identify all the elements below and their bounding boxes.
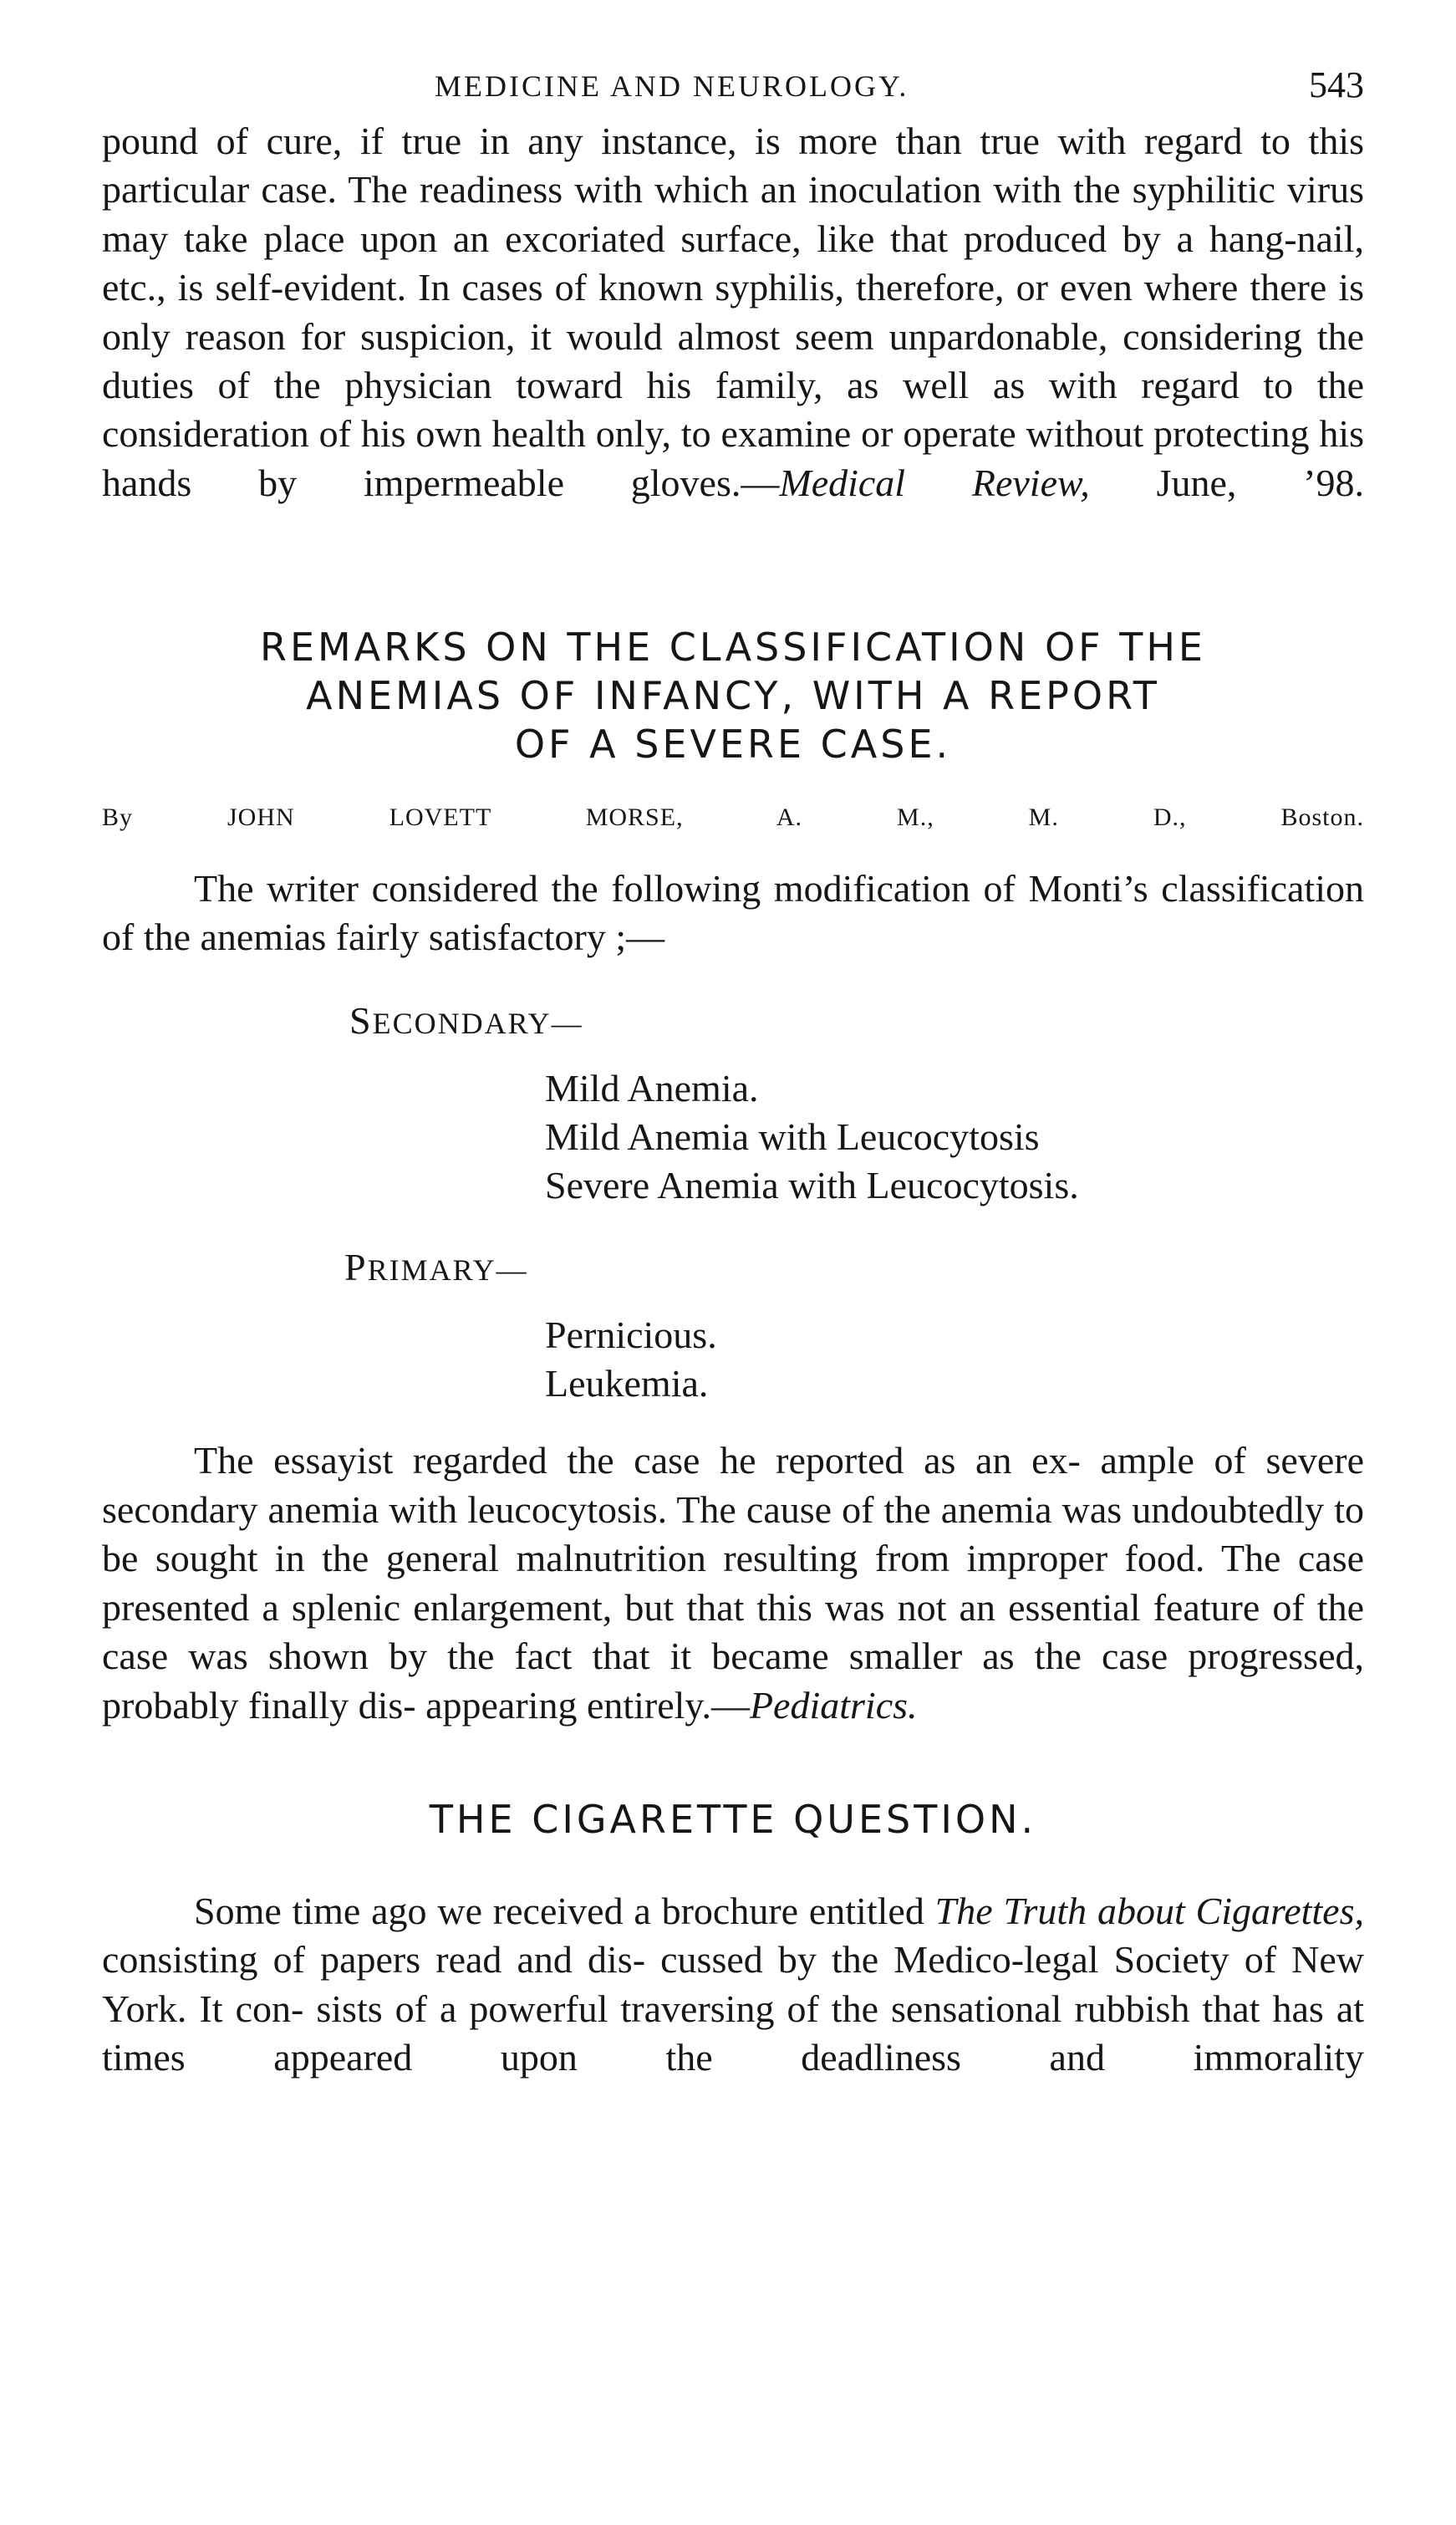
text-line: pound of cure, if true in any instance, is more than true with [102,120,1127,162]
text-line: regard to this particular case. The readiness with which an [102,120,1365,212]
book-title: The [934,1889,993,1932]
body-paragraph-cigarette [102,1887,1364,2083]
text-line: became smaller as the case progressed, probably finally dis- [102,1635,1364,1727]
text-line: has at times appeared upon the deadliness and immorality [102,1987,1365,2079]
text-line: general malnutrition resulting from improper food. The [385,1537,1281,1580]
page-number: 543 [1309,64,1364,105]
text-line: sists of a powerful traversing of the sensational rubbish that [316,1987,1260,2030]
heading-line: REMARKS ON THE CLASSIFICATION OF THE [260,625,1206,671]
opening-paragraph [102,117,1364,508]
text-line: The writer considered the following modification of [194,866,1016,910]
source-citation: Pediatrics. [749,1683,918,1727]
classification-label-primary: PRIMARY— [344,1246,528,1289]
classification-items [545,1064,1364,1210]
heading-line: ANEMIAS OF INFANCY, WITH A REPORT [306,673,1160,719]
running-head [102,59,1364,117]
text-line: Some time ago we received a brochure entitled [194,1889,935,1932]
byline: By JOHN LOVETT MORSE, A. M., M. D., Boston. [102,803,1364,832]
text-line: own health only, to examine or operate without protecting [415,412,1310,456]
text-line: The essayist regarded the case he reported as an ex- [194,1439,1081,1482]
classification-item: Mild Anemia. [545,1067,759,1110]
citation-year: ’98. [1303,461,1364,504]
classification-label-secondary: SECONDARY— [349,999,583,1043]
classification-item: Pernicious. [545,1314,717,1357]
text-line: inoculation with the syphilitic virus may take place upon an [102,168,1364,260]
article-heading-cigarette: THE CIGARETTE QUESTION. [429,1796,1037,1842]
text-line: cussed by the Medico-legal Society of New York. It con- [102,1938,1364,2030]
text-line: his family, as well as with regard to the consideration of his [102,364,1365,456]
text-line: ample of severe secondary anemia with leucocytosis. The [102,1439,1365,1531]
text-line: cause of the anemia was undoubtedly to be sought in the [102,1487,1365,1580]
classification-item: Severe Anemia with Leucocytosis. [545,1164,1079,1207]
running-title: MEDICINE AND NEUROLOGY. [435,69,909,103]
body-paragraph-anemias [102,1436,1364,1729]
intro-paragraph [102,865,1364,962]
source-citation: Medical Review, [779,461,1090,504]
article-heading-anemias [102,623,1364,768]
classification-primary [102,1243,1364,1408]
classification-items [545,1311,1364,1408]
text-line: Monti’s classification of the anemias fairly satisfactory ;— [102,866,1364,959]
book-title: Truth about Cigarettes, [1003,1889,1365,1932]
text-line: self-evident. In cases of known syphilis, therefore, or even [215,266,1133,309]
classification-item: Mild Anemia with Leucocytosis [545,1115,1040,1159]
text-line: his hands by impermeable gloves.— [102,412,1365,504]
text-line: unpardonable, considering the duties of the physician toward [102,314,1364,407]
classification-secondary [102,997,1364,1210]
text-line: appearing entirely.— [425,1683,750,1727]
text-line: where there is only reason for suspicion, it would almost seem [102,266,1365,358]
text-line: case presented a splenic enlargement, but that this was not [102,1537,1365,1629]
heading-line: OF A SEVERE CASE. [514,722,952,768]
text-line: consisting of papers read and dis- [102,1938,646,1982]
classification-item: Leukemia. [545,1362,709,1405]
citation-date: June, [1089,461,1237,504]
text-line: excoriated surface, like that produced by a hang-nail, etc., is [102,217,1364,309]
text-line: an essential feature of the case was shown by the fact that it [102,1585,1365,1678]
book-page [102,59,1364,2083]
